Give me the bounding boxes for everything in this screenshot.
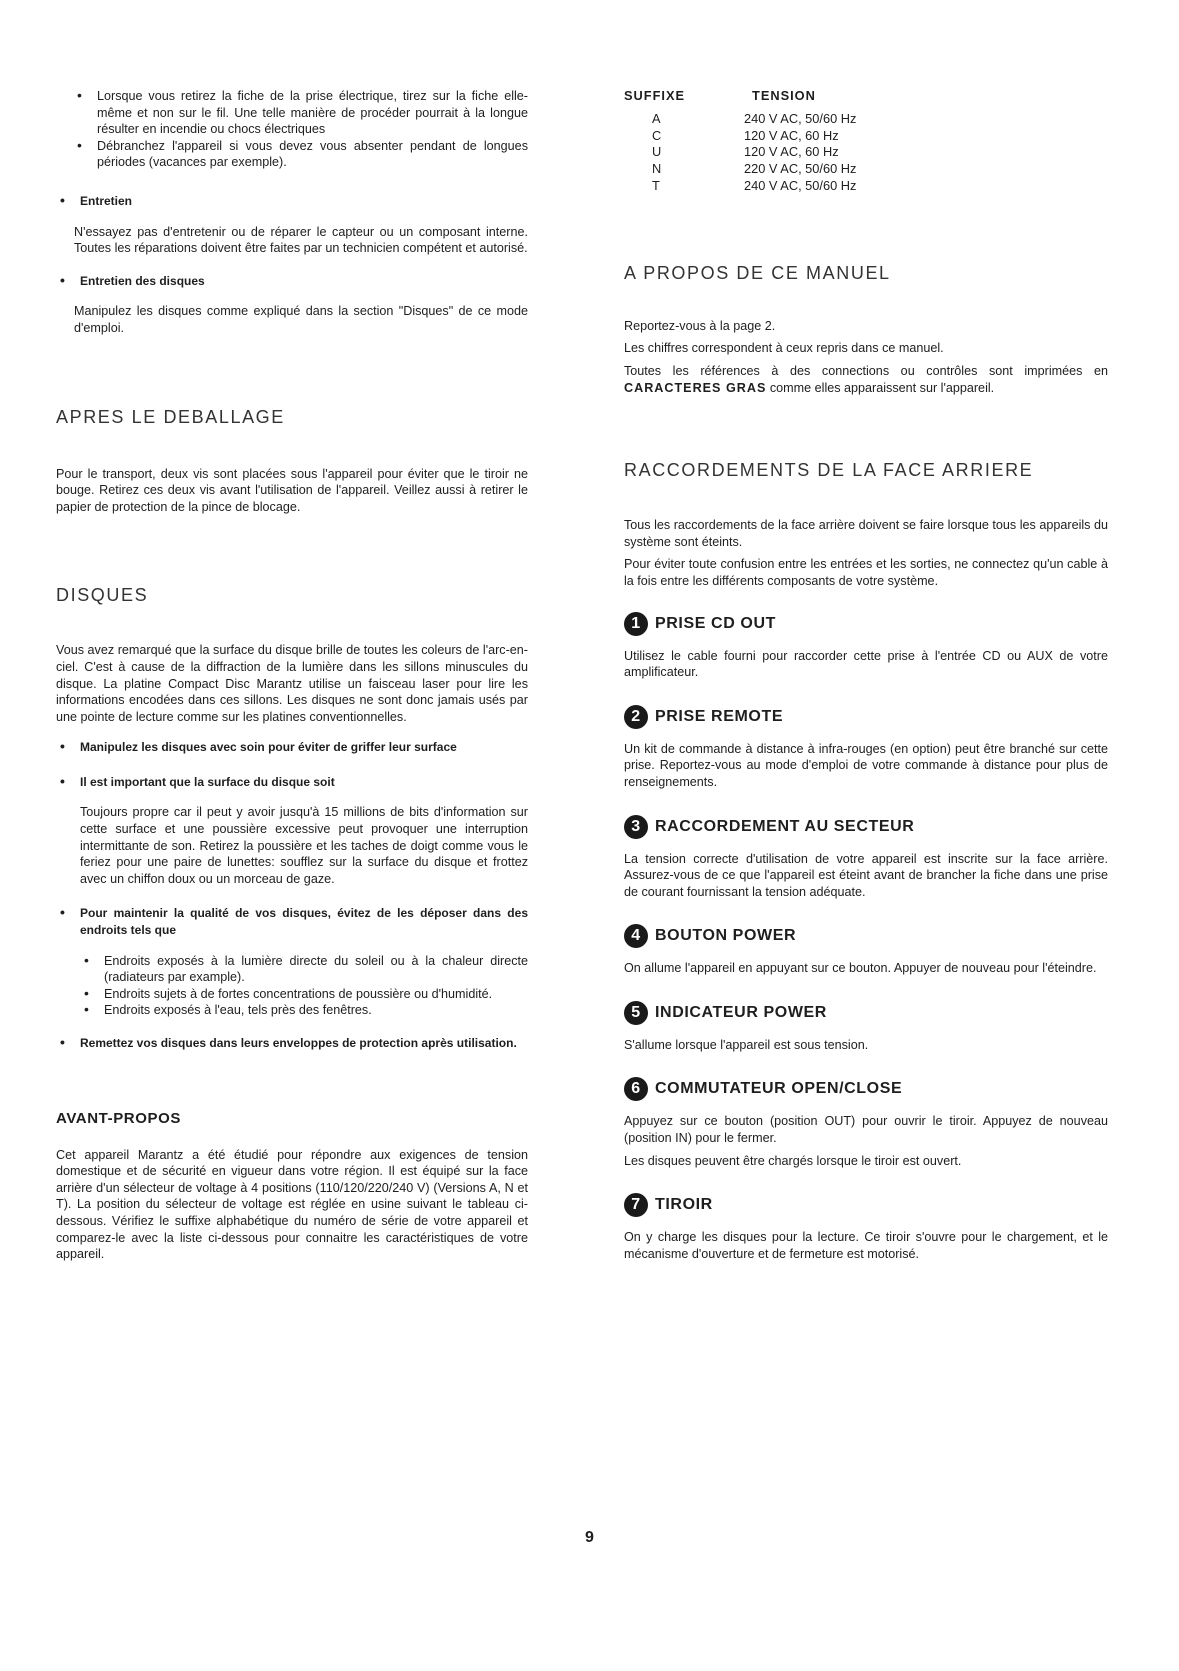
- table-header-suffixe: SUFFIXE: [624, 88, 686, 103]
- number-6-icon: 6: [624, 1077, 648, 1101]
- number-5-icon: 5: [624, 1001, 648, 1025]
- number-3-icon: 3: [624, 815, 648, 839]
- table-row: C 120 V AC, 60 Hz: [652, 127, 839, 143]
- voltage-table: [624, 88, 856, 195]
- section-6: [624, 1077, 1108, 1169]
- section-7: [624, 1193, 1108, 1262]
- apropos-p2: Les chiffres correspondent à ceux repris dans ce manuel.: [624, 341, 944, 356]
- section-1: [624, 612, 1108, 681]
- entretien-heading: • Entretien: [56, 193, 528, 210]
- entretien-text: N'essayez pas d'entretenir ou de réparer le capteur ou un composant interne. Toutes les réparations doivent être faites par un technicien compétent et autorisé.: [74, 224, 528, 256]
- disques-title: DISQUES: [56, 585, 149, 606]
- raccordements-p2: Pour éviter toute confusion entre les entrées et les sorties, ne connectez qu'un cable à la fois entre les différents composants de votre système.: [624, 557, 1108, 588]
- bullet-fiche: • Lorsque vous retirez la fiche de la prise électrique, tirez sur la fiche elle-même et non sur le fil. Une telle manière de procéder pourrait à la longue résulter en incendie ou chocs électriques: [73, 88, 528, 138]
- table-header-tension: TENSION: [752, 88, 816, 103]
- number-1-icon: 1: [624, 612, 648, 636]
- number-4-icon: 4: [624, 924, 648, 948]
- avant-propos-text: Cet appareil Marantz a été étudié pour répondre aux exigences de tension domestique et de sécurité en vigueur dans votre région. Il est équipé sur la face arrière d'un sélecteur de voltage à 4 positions (110/120/220/240 V) (Versions A, N et T). La position du sélecteur de voltage est réglée en usine suivant le tableau ci-dessous. Vérifiez le suffixe alphabétique du numéro de série de votre appareil et comparez-le avec la liste ci-dessous pour connaitre les caractéristiques de votre appareil.: [56, 1147, 528, 1262]
- section-text: Utilisez le cable fourni pour raccorder cette prise à l'entrée CD ou AUX de votre amplificateur.: [624, 648, 1108, 680]
- table-row: A 240 V AC, 50/60 Hz: [652, 110, 857, 126]
- apres-deballage-text: Pour le transport, deux vis sont placées sous l'appareil pour éviter que le tiroir ne bouge. Retirez ces deux vis avant l'utilisation de l'appareil. Veillez aussi à retirer le papier de protection de la pince de blocage.: [56, 466, 528, 514]
- endroit-item: • Endroits exposés à la lumière directe du soleil ou à la chaleur directe (radiateurs par example).: [80, 953, 528, 986]
- section-3: [624, 815, 1108, 901]
- section-4: [624, 924, 1108, 977]
- number-2-icon: 2: [624, 705, 648, 729]
- table-row: N 220 V AC, 50/60 Hz: [652, 161, 857, 177]
- section-title: PRISE CD OUT: [655, 614, 776, 632]
- toujours-text: Toujours propre car il peut y avoir jusqu'à 15 millions de bits d'information sur cette surface et une poussière excessive peut provoquer une interruption intermittante de son. Retirez la poussière et les taches de doigt comme vous le feriez pour une paire de lunettes: soufflez sur la surface du disque et frottez avec un chiffon doux ou un morceau de gaze.: [80, 805, 528, 886]
- section-title: PRISE REMOTE: [655, 707, 784, 725]
- disques-text: Vous avez remarqué que la surface du disque brille de toutes les coleurs de l'arc-en-ciel. C'est à cause de la diffraction de la lumière dans les sillons minuscules du disque. La platine Compact Disc Marantz utilise un faisceau laser pour lire les informations encodées dans ces sillons. Les disques ne sont donc jamais usés par une pointe de lecture comme sur les platines conventionnelles.: [56, 643, 528, 724]
- section-title: COMMUTATEUR OPEN/CLOSE: [655, 1080, 903, 1098]
- endroit-item: • Endroits exposés à l'eau, tels près des fenêtres.: [80, 1002, 528, 1019]
- bullet-manipulez: • Manipulez les disques avec soin pour éviter de griffer leur surface: [56, 739, 528, 756]
- left-column: [56, 88, 528, 1263]
- section-text: Un kit de commande à distance à infra-rouges (en option) peut être branché sur cette prise. Reportez-vous au mode d'emploi de votre commande à distance pour plus de renseignements.: [624, 741, 1108, 789]
- bullet-important: • Il est important que la surface du disque soit: [56, 774, 528, 791]
- entretien-disques-text: Manipulez les disques comme expliqué dans la section "Disques" de ce mode d'emploi.: [74, 304, 528, 335]
- right-column: [624, 88, 1108, 1262]
- number-7-icon: 7: [624, 1193, 648, 1217]
- endroits-list: [56, 953, 528, 1019]
- section-title: INDICATEUR POWER: [655, 1003, 827, 1021]
- section-text: S'allume lorsque l'appareil est sous tension.: [624, 1037, 869, 1052]
- section-text: On allume l'appareil en appuyant sur ce bouton. Appuyer de nouveau pour l'éteindre.: [624, 961, 1097, 976]
- table-row: T 240 V AC, 50/60 Hz: [652, 177, 857, 193]
- bullet-remettez: • Remettez vos disques dans leurs enveloppes de protection après utilisation.: [56, 1035, 528, 1052]
- avant-propos-title: AVANT-PROPOS: [56, 1109, 181, 1127]
- section-text: On y charge les disques pour la lecture. Ce tiroir s'ouvre pour le chargement, et le mécanisme d'ouverture et de fermeture est motorisé.: [624, 1230, 1108, 1261]
- section-text: Les disques peuvent être chargés lorsque le tiroir est ouvert.: [624, 1153, 962, 1168]
- bullet-debranchez: • Débranchez l'appareil si vous devez vous absenter pendant de longues périodes (vacances par exemple).: [73, 138, 528, 171]
- section-title: BOUTON POWER: [655, 927, 797, 945]
- entretien-disques-heading: • Entretien des disques: [56, 273, 528, 290]
- section-5: [624, 1001, 1108, 1054]
- section-text: La tension correcte d'utilisation de votre appareil est inscrite sur la face arrière. Assurez-vous de ce que l'appareil est éteint avant de brancher la fiche dans une prise de courant fournissant la tension adéquate.: [624, 851, 1108, 899]
- section-title: RACCORDEMENT AU SECTEUR: [655, 817, 915, 835]
- apropos-p3: Toutes les références à des connections ou contrôles sont imprimées en CARACTERES GRAS comme elles apparaissent sur l'appareil.: [624, 363, 1108, 395]
- raccordements-title: RACCORDEMENTS DE LA FACE ARRIERE: [624, 460, 1034, 481]
- apropos-p1: Reportez-vous à la page 2.: [624, 318, 776, 333]
- section-title: TIROIR: [655, 1196, 713, 1214]
- section-text: Appuyez sur ce bouton (position OUT) pour ouvrir le tiroir. Appuyez de nouveau (position IN) pour le fermer.: [624, 1114, 1108, 1146]
- section-2: [624, 705, 1108, 791]
- bullet-maintenir: • Pour maintenir la qualité de vos disques, évitez de les déposer dans des endroits tels que: [56, 905, 528, 938]
- raccordements-p1: Tous les raccordements de la face arrière doivent se faire lorsque tous les appareils du système sont éteints.: [624, 518, 1108, 549]
- table-row: U 120 V AC, 60 Hz: [652, 144, 839, 160]
- caracteres-gras: CARACTERES GRAS: [624, 380, 767, 395]
- apres-deballage-title: APRES LE DEBALLAGE: [56, 406, 285, 427]
- apropos-title: A PROPOS DE CE MANUEL: [624, 262, 891, 283]
- endroit-item: • Endroits sujets à de fortes concentrations de poussière ou d'humidité.: [80, 986, 528, 1003]
- page-number: 9: [585, 1529, 594, 1546]
